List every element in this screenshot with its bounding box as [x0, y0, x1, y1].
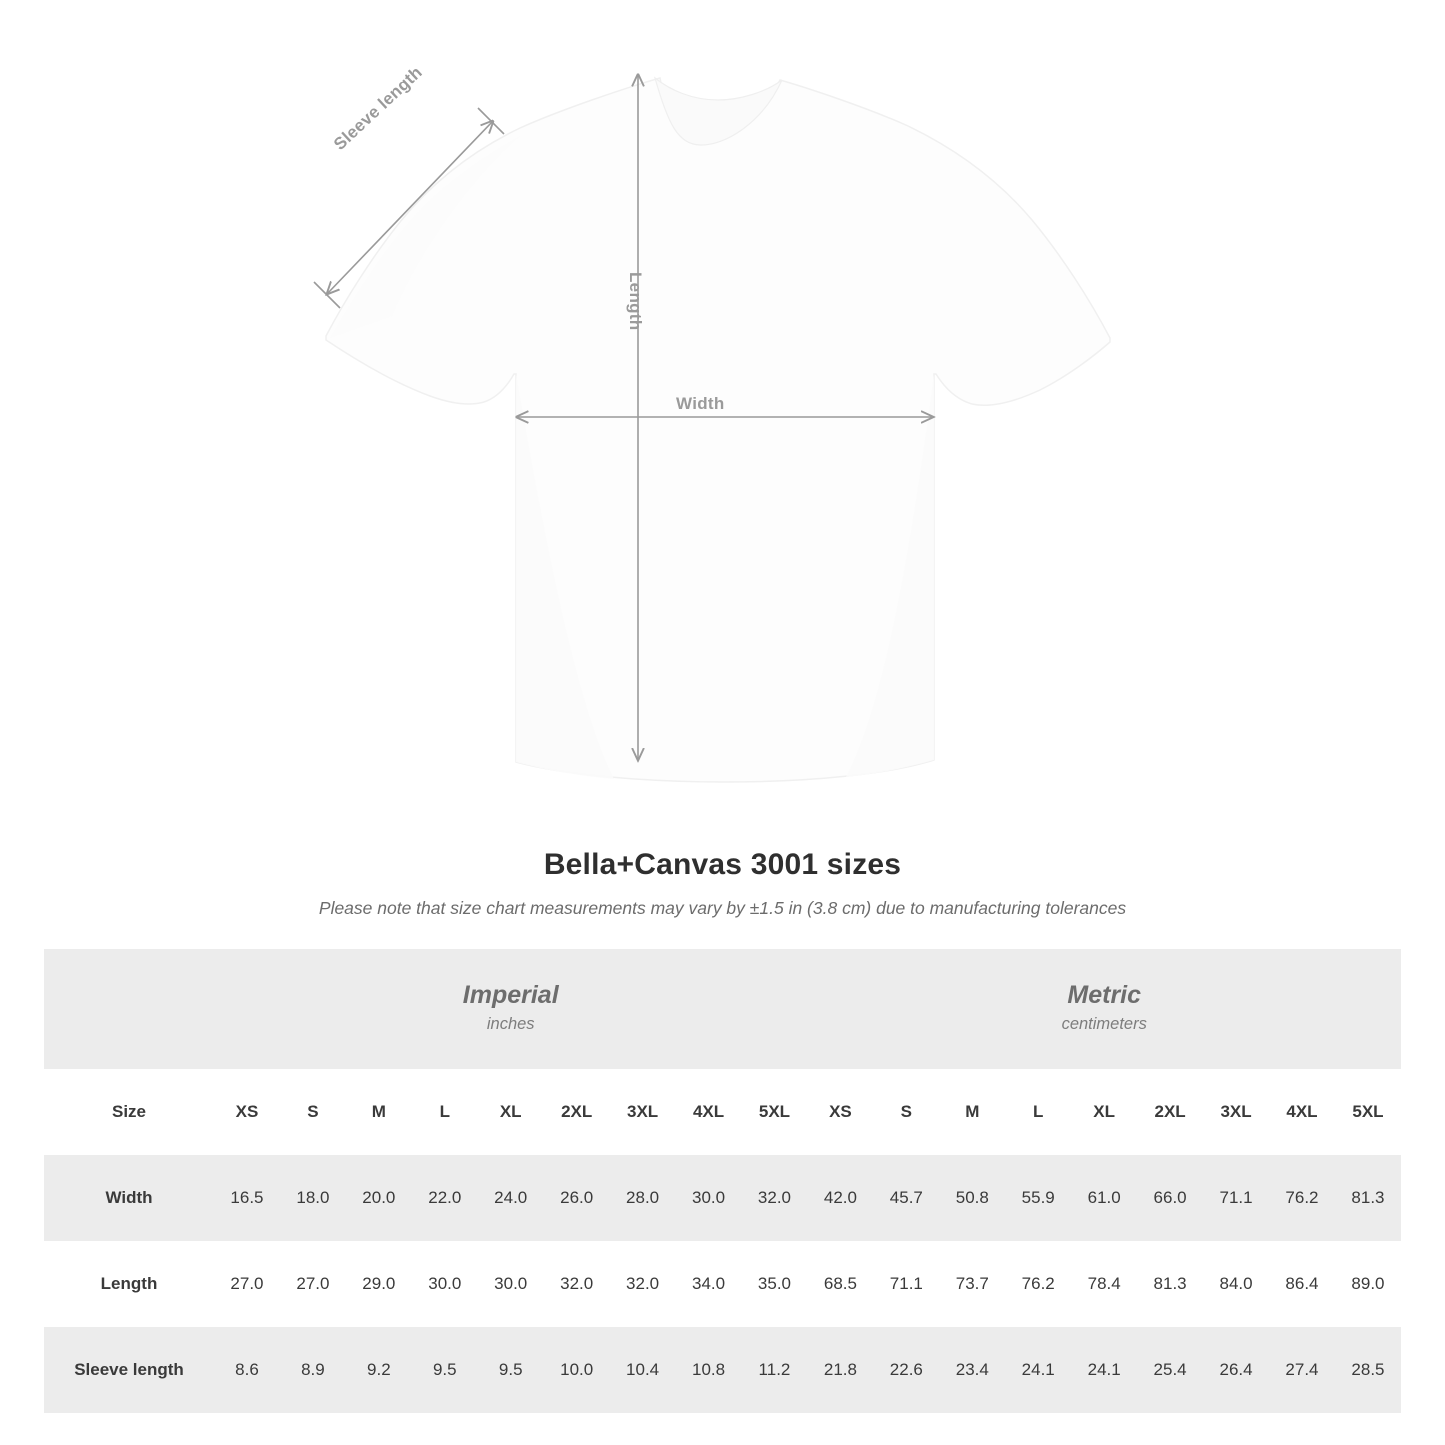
size-header-metric-l: L: [1005, 1069, 1071, 1155]
cell-width-imperial-2xl: 26.0: [544, 1155, 610, 1241]
cell-width-metric-2xl: 66.0: [1137, 1155, 1203, 1241]
cell-sleeve-length-metric-m: 23.4: [939, 1327, 1005, 1413]
cell-length-imperial-3xl: 32.0: [626, 1274, 660, 1293]
row-label: Width: [44, 1155, 214, 1241]
size-header-imperial-xs: XS: [214, 1069, 280, 1155]
tolerance-note: Please note that size chart measurements may vary by ±1.5 in (3.8 cm) due to manufacturing tolerances: [318, 898, 1127, 918]
cell-width-imperial-l: 22.0: [412, 1155, 478, 1241]
cell-width-imperial-m: 20.0: [346, 1155, 412, 1241]
cell-width-metric-xl: 61.0: [1071, 1155, 1137, 1241]
cell-sleeve-length-metric-s: 22.6: [873, 1327, 939, 1413]
row-label: Length: [100, 1274, 158, 1293]
cell-sleeve-length-metric-l: 24.1: [1005, 1327, 1071, 1413]
cell-width-metric-l: 55.9: [1005, 1155, 1071, 1241]
size-header-metric-4xl: 4XL: [1269, 1069, 1335, 1155]
cell-sleeve-length-metric-5xl: 28.5: [1335, 1327, 1401, 1413]
cell-sleeve-length-imperial-2xl: 10.0: [544, 1327, 610, 1413]
cell-width-metric-xs: 42.0: [807, 1155, 873, 1241]
unit-name-metric: Metric: [1067, 981, 1142, 1010]
unit-name-imperial: Imperial: [462, 981, 559, 1010]
cell-length-metric-2xl: 81.3: [1153, 1274, 1187, 1293]
cell-width-imperial-4xl: 30.0: [676, 1155, 742, 1241]
cell-sleeve-length-imperial-5xl: 11.2: [742, 1327, 808, 1413]
size-header-imperial-3xl: 3XL: [610, 1069, 676, 1155]
size-header-metric-2xl: 2XL: [1137, 1069, 1203, 1155]
size-header-metric-m: M: [939, 1069, 1005, 1155]
cell-length-imperial-s: 27.0: [296, 1274, 330, 1293]
cell-width-imperial-5xl: 32.0: [742, 1155, 808, 1241]
table-row: [44, 1327, 1401, 1413]
size-header-imperial-l: L: [412, 1069, 478, 1155]
cell-width-metric-m: 50.8: [939, 1155, 1005, 1241]
cell-sleeve-length-imperial-3xl: 10.4: [610, 1327, 676, 1413]
cell-length-imperial-m: 29.0: [362, 1274, 396, 1293]
cell-width-metric-4xl: 76.2: [1269, 1155, 1335, 1241]
cell-width-imperial-xs: 16.5: [214, 1155, 280, 1241]
cell-length-metric-xs: 68.5: [823, 1274, 857, 1293]
size-table-wrap: [44, 949, 1401, 1413]
size-header-imperial-s: S: [280, 1069, 346, 1155]
cell-width-metric-3xl: 71.1: [1203, 1155, 1269, 1241]
size-header-metric-3xl: 3XL: [1203, 1069, 1269, 1155]
cell-width-metric-5xl: 81.3: [1335, 1155, 1401, 1241]
unit-sub-metric: centimeters: [1061, 1015, 1147, 1034]
size-header-metric-s: S: [873, 1069, 939, 1155]
tshirt-shape: [326, 78, 1110, 782]
cell-sleeve-length-metric-xs: 21.8: [807, 1327, 873, 1413]
chart-heading: [0, 848, 1445, 919]
cell-width-imperial-3xl: 28.0: [610, 1155, 676, 1241]
cell-length-imperial-2xl: 32.0: [560, 1274, 594, 1293]
cell-length-metric-5xl: 89.0: [1351, 1274, 1385, 1293]
table-row-sizes: [44, 1069, 1401, 1155]
unit-header-imperial: [214, 949, 807, 1069]
size-column-header: Size: [44, 1069, 214, 1155]
cell-length-metric-3xl: 84.0: [1219, 1274, 1253, 1293]
cell-sleeve-length-imperial-m: 9.2: [346, 1327, 412, 1413]
cell-length-imperial-l: 30.0: [428, 1274, 462, 1293]
size-header-metric-5xl: 5XL: [1335, 1069, 1401, 1155]
cell-sleeve-length-metric-3xl: 26.4: [1203, 1327, 1269, 1413]
cell-length-metric-l: 76.2: [1021, 1274, 1055, 1293]
cell-length-imperial-5xl: 35.0: [757, 1274, 792, 1293]
table-row: [44, 1241, 1401, 1327]
cell-sleeve-length-imperial-l: 9.5: [412, 1327, 478, 1413]
size-table: [44, 949, 1401, 1413]
size-header-metric-xl: XL: [1071, 1069, 1137, 1155]
size-header-imperial-2xl: 2XL: [544, 1069, 610, 1155]
cell-sleeve-length-metric-4xl: 27.4: [1269, 1327, 1335, 1413]
cell-width-metric-s: 45.7: [873, 1155, 939, 1241]
cell-length-imperial-xl: 30.0: [494, 1274, 528, 1293]
cell-sleeve-length-metric-xl: 24.1: [1071, 1327, 1137, 1413]
size-header-imperial-5xl: 5XL: [742, 1069, 808, 1155]
size-header-metric-xs: XS: [807, 1069, 873, 1155]
table-row: [44, 1155, 1401, 1241]
page-title: Bella+Canvas 3001 sizes: [543, 848, 902, 881]
cell-length-metric-m: 73.7: [955, 1274, 989, 1293]
length-label: Length: [626, 272, 645, 331]
size-header-imperial-xl: XL: [478, 1069, 544, 1155]
table-row-unit-headers: [44, 949, 1401, 1069]
cell-length-imperial-4xl: 34.0: [691, 1274, 726, 1293]
cell-sleeve-length-imperial-s: 8.9: [280, 1327, 346, 1413]
cell-width-imperial-xl: 24.0: [478, 1155, 544, 1241]
size-header-imperial-4xl: 4XL: [676, 1069, 742, 1155]
cell-length-metric-4xl: 86.4: [1285, 1274, 1319, 1293]
unit-header-metric: [807, 949, 1401, 1069]
cell-length-imperial-xs: 27.0: [230, 1274, 264, 1293]
row-label: Sleeve length: [44, 1327, 214, 1413]
width-label: Width: [676, 394, 725, 413]
unit-sub-imperial: inches: [486, 1015, 535, 1034]
size-header-imperial-m: M: [346, 1069, 412, 1155]
cell-sleeve-length-imperial-xl: 9.5: [478, 1327, 544, 1413]
unit-header-spacer: [44, 949, 214, 1069]
cell-sleeve-length-metric-2xl: 25.4: [1137, 1327, 1203, 1413]
cell-sleeve-length-imperial-4xl: 10.8: [676, 1327, 742, 1413]
cell-length-metric-xl: 78.4: [1087, 1274, 1121, 1293]
cell-length-metric-s: 71.1: [889, 1274, 923, 1293]
cell-sleeve-length-imperial-xs: 8.6: [214, 1327, 280, 1413]
sleeve-length-label: Sleeve length: [330, 62, 426, 154]
cell-width-imperial-s: 18.0: [280, 1155, 346, 1241]
